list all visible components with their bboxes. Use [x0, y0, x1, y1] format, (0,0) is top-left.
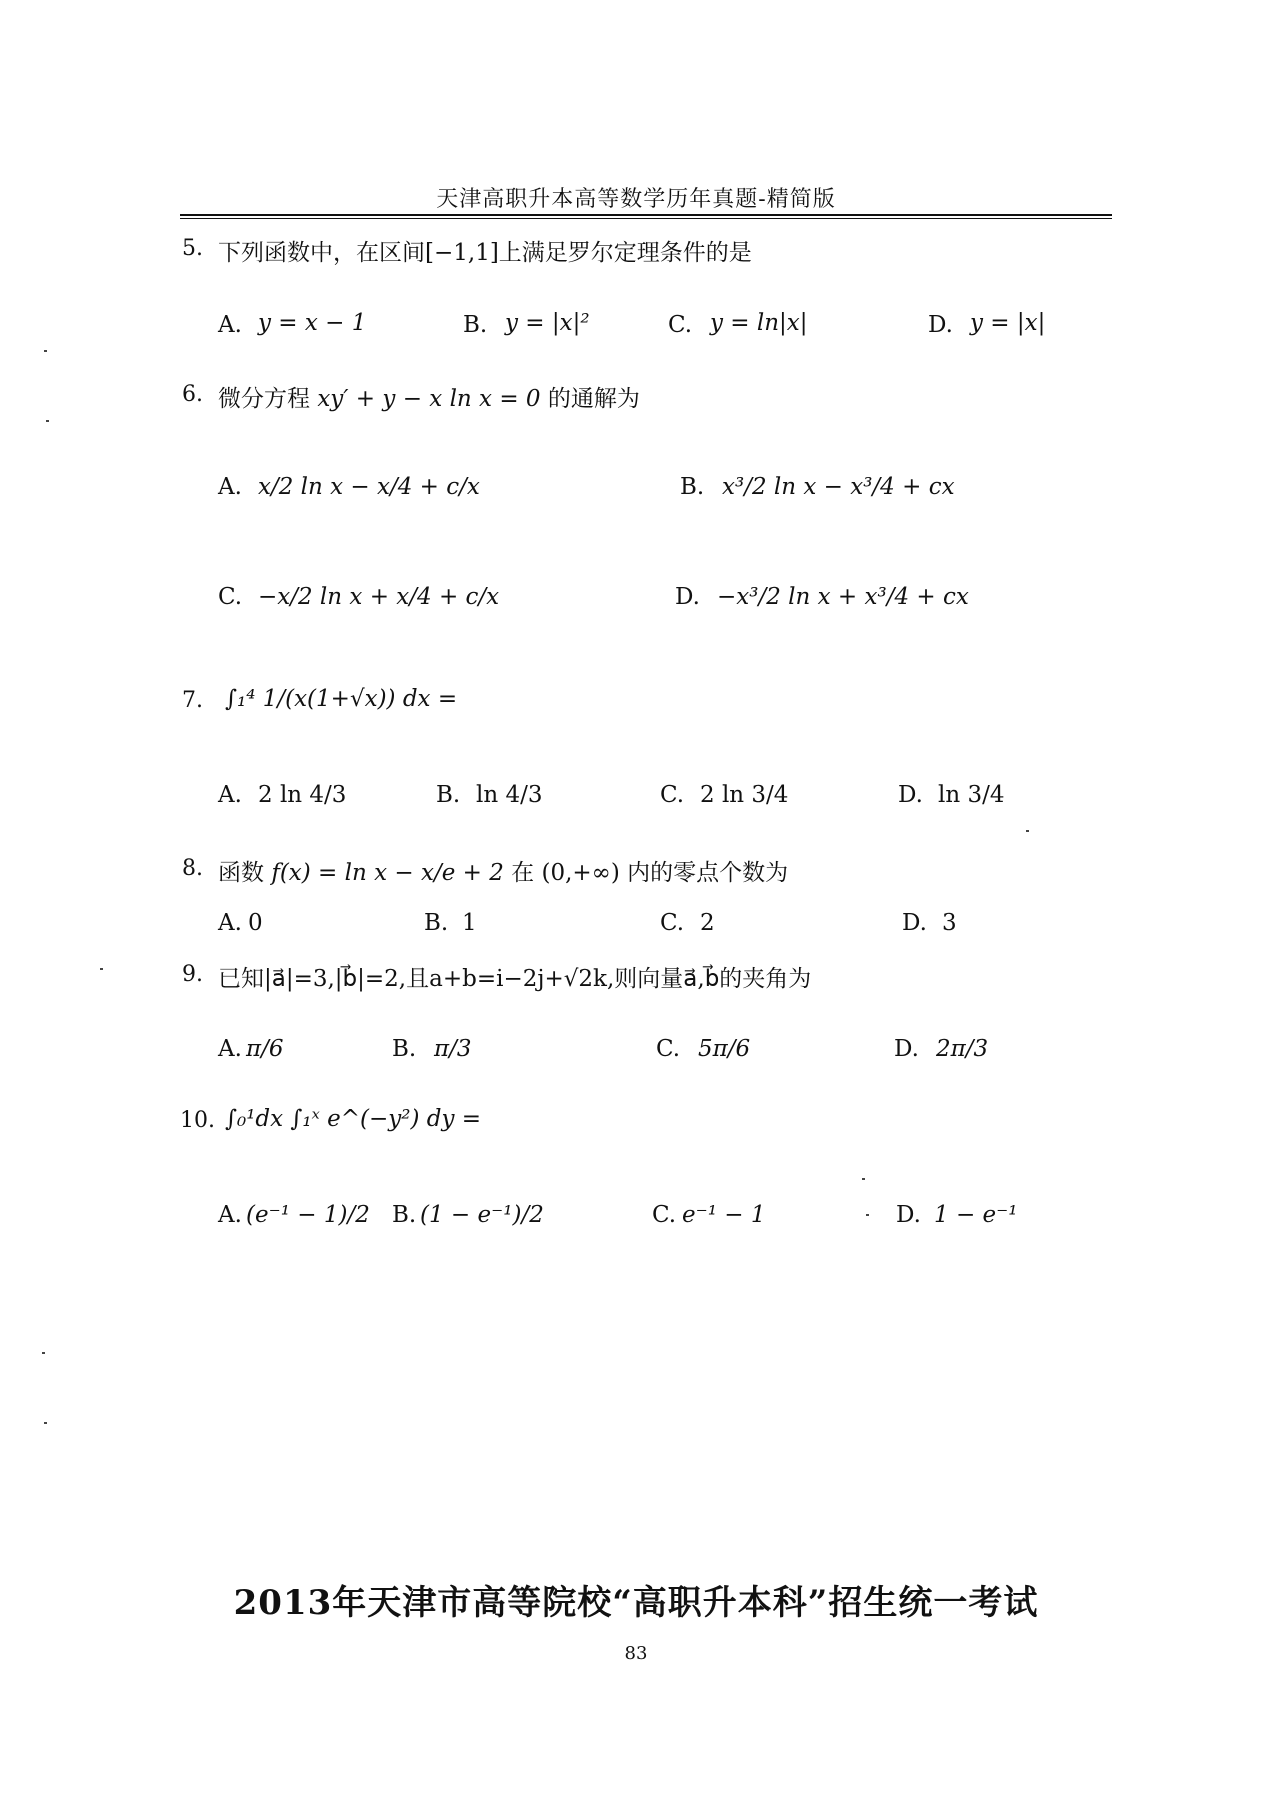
exam-section-title: 2013年天津市高等院校“高职升本科”招生统一考试 [233, 1583, 1039, 1623]
option-text: ln 4/3 [476, 782, 543, 808]
header-rule-thin [180, 218, 1112, 219]
option-letter: A. [218, 312, 242, 338]
option-letter: B. [436, 782, 461, 808]
option-letter: C. [218, 584, 243, 610]
running-header: 天津高职升本高等数学历年真题-精简版 [436, 187, 836, 212]
option-letter: B. [680, 474, 705, 500]
option-text: (1 − e⁻¹)/2 [420, 1202, 544, 1228]
option-letter: A. [218, 474, 242, 500]
option-letter: D. [675, 584, 700, 610]
option-letter: B. [392, 1202, 417, 1228]
stem-text: 内的零点个数为 [627, 860, 789, 886]
question-number: 7. [182, 688, 203, 713]
stem-text: 在 [511, 860, 535, 886]
option-letter: C. [660, 910, 685, 936]
option-text: π/3 [434, 1036, 472, 1062]
question-number: 5. [182, 236, 203, 261]
option-letter: B. [463, 312, 488, 338]
stem-text: 函数 [218, 860, 264, 886]
option-letter: D. [896, 1202, 921, 1228]
question-number: 8. [182, 856, 203, 881]
scan-speck [862, 1178, 865, 1180]
option-letter: A. [218, 1036, 242, 1062]
question-number: 6. [182, 382, 203, 407]
option-text: y = |x| [970, 310, 1046, 336]
option-text: ln 3/4 [938, 782, 1005, 808]
question-number: 10. [180, 1108, 215, 1133]
option-letter: B. [424, 910, 449, 936]
question-stem: 下列函数中，在区间[−1,1]上满足罗尔定理条件的是 [218, 240, 752, 266]
option-letter: C. [656, 1036, 681, 1062]
scan-speck [1026, 830, 1029, 832]
option-text: y = ln|x| [710, 310, 808, 336]
stem-math: xy′ + y − x ln x = 0 [317, 386, 541, 412]
option-letter: D. [928, 312, 953, 338]
option-text: 2 [700, 910, 715, 936]
option-letter: C. [652, 1202, 677, 1228]
option-letter: A. [218, 910, 242, 936]
option-text: 5π/6 [698, 1036, 751, 1062]
option-letter: A. [218, 782, 242, 808]
option-text: (e⁻¹ − 1)/2 [246, 1202, 370, 1228]
option-letter: C. [668, 312, 693, 338]
option-text: 1 − e⁻¹ [934, 1202, 1018, 1228]
scan-speck [44, 1422, 47, 1424]
option-letter: C. [660, 782, 685, 808]
scan-speck [100, 968, 103, 970]
option-letter: D. [902, 910, 927, 936]
scan-speck [866, 1214, 869, 1216]
option-letter: A. [218, 1202, 242, 1228]
stem-text: 微分方程 [218, 386, 310, 412]
header-rule [180, 214, 1112, 216]
option-text: 2π/3 [936, 1036, 989, 1062]
page-number: 83 [624, 1643, 648, 1664]
option-text: π/6 [246, 1036, 284, 1062]
option-text: x³/2 ln x − x³/4 + cx [722, 474, 955, 500]
stem-interval: (0,+∞) [541, 860, 620, 886]
stem-text: 的通解为 [547, 386, 640, 412]
question-stem: ∫₁⁴ 1/(x(1+√x)) dx = [225, 686, 458, 712]
option-text: −x/2 ln x + x/4 + c/x [258, 584, 500, 610]
option-text: y = |x|² [505, 310, 590, 336]
question-stem [218, 854, 788, 887]
option-text: 0 [248, 910, 263, 936]
question-stem: ∫₀¹dx ∫₁ˣ e^(−y²) dy = [225, 1106, 482, 1132]
option-text: 3 [942, 910, 957, 936]
option-text: 2 ln 3/4 [700, 782, 789, 808]
question-stem: 已知|a⃗|=3,|b⃗|=2,且a+b=i−2j+√2k,则向量a⃗,b⃗的夹角为 [218, 966, 812, 992]
scan-speck [42, 1352, 45, 1354]
option-text: −x³/2 ln x + x³/4 + cx [717, 584, 969, 610]
option-letter: D. [894, 1036, 919, 1062]
question-number: 9. [182, 962, 203, 987]
option-text: 2 ln 4/3 [258, 782, 347, 808]
option-text: y = x − 1 [258, 310, 367, 336]
option-letter: B. [392, 1036, 417, 1062]
scan-speck [46, 420, 49, 422]
option-letter: D. [898, 782, 923, 808]
question-stem [218, 380, 640, 413]
option-text: e⁻¹ − 1 [682, 1202, 766, 1228]
stem-math: f(x) = ln x − x/e + 2 [271, 860, 504, 886]
scan-speck [44, 350, 47, 352]
option-text: 1 [462, 910, 477, 936]
option-text: x/2 ln x − x/4 + c/x [258, 474, 480, 500]
